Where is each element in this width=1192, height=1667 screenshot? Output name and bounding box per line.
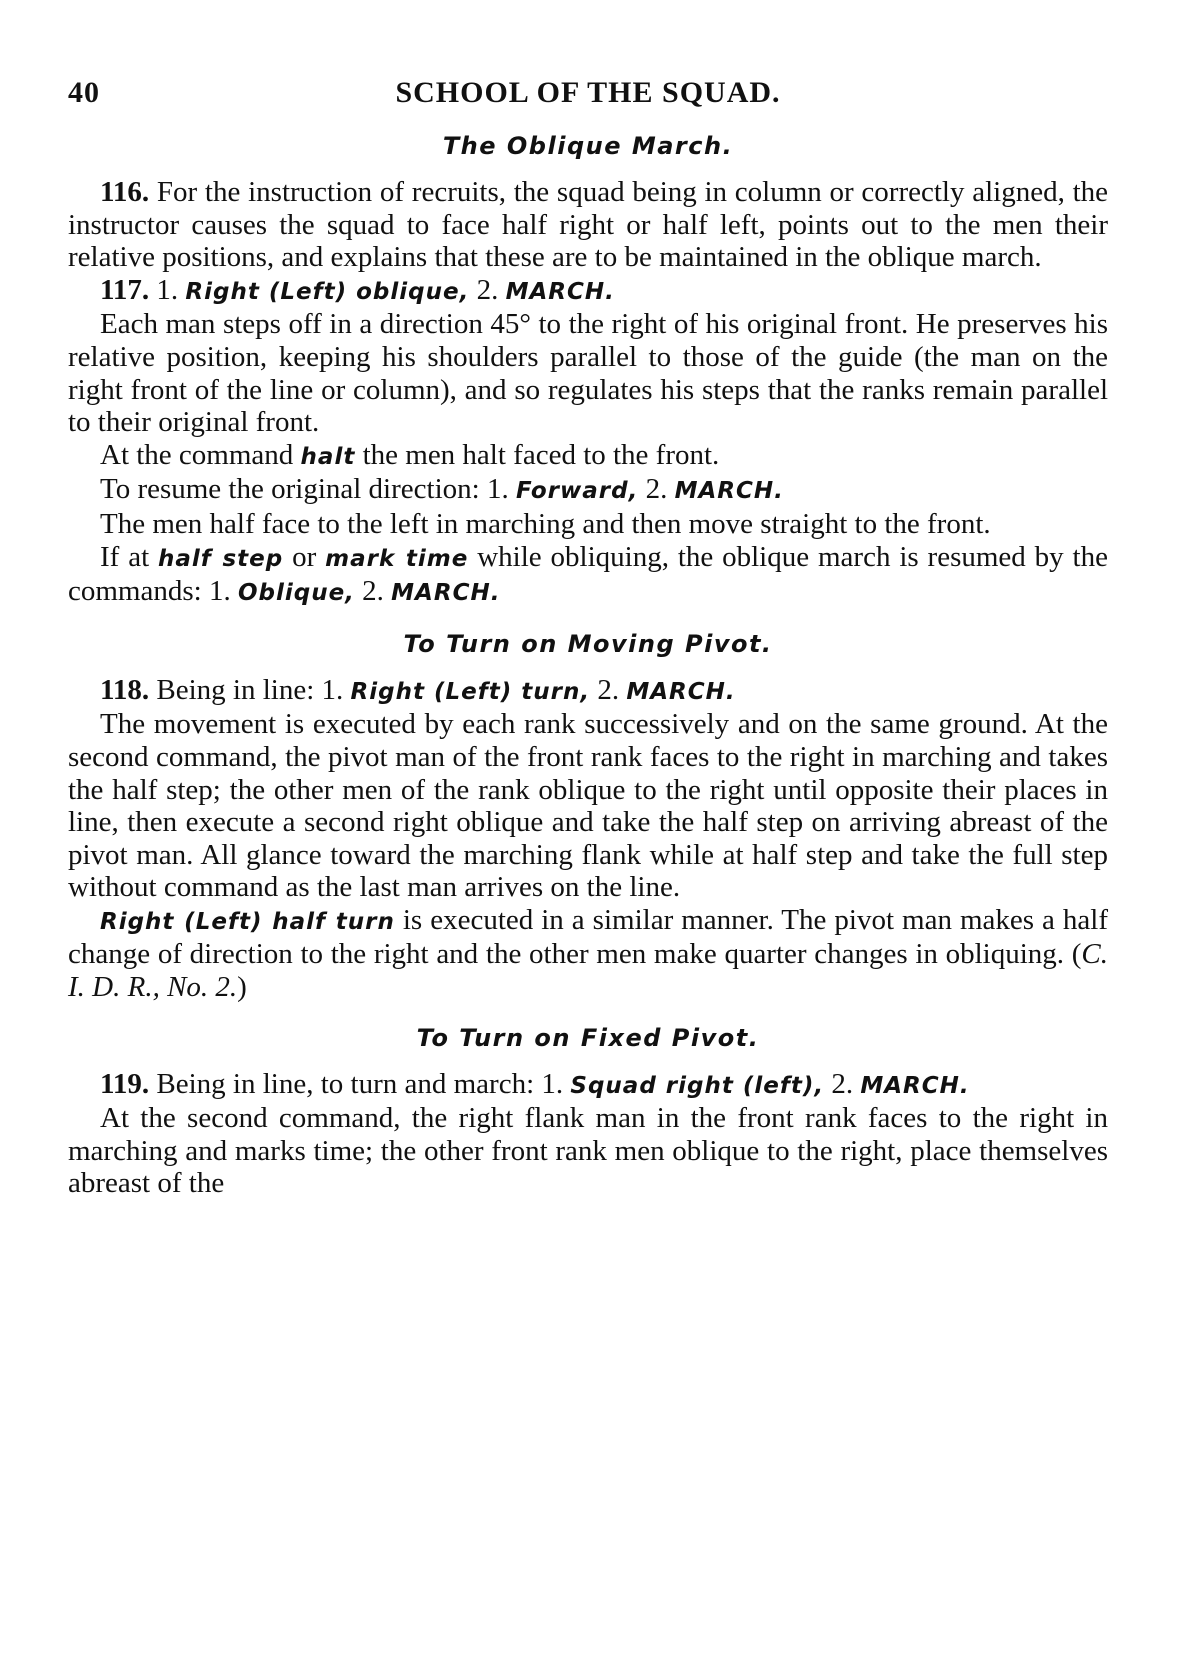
running-title: SCHOOL OF THE SQUAD. <box>395 76 781 109</box>
command-text: Right (Left) oblique, <box>185 278 470 305</box>
paragraph-text: ) <box>237 971 247 1004</box>
paragraph-halt <box>68 439 1108 474</box>
paragraph-text: At the command <box>100 438 301 471</box>
command-text: MARCH. <box>860 1072 970 1099</box>
paragraph-119 <box>68 1068 1108 1103</box>
command-text: mark time <box>325 545 469 572</box>
paragraph-text: 2. <box>354 575 392 608</box>
paragraph-half-turn <box>68 904 1108 1004</box>
command-text: MARCH. <box>391 580 501 607</box>
command-text: Squad right (left), <box>570 1072 825 1099</box>
reference-citation: C. I. D. R., No. 2. <box>68 938 1108 1004</box>
command-text: Right (Left) half turn <box>100 908 395 935</box>
paragraph-text: 2. <box>590 673 627 706</box>
paragraph-number: 116. <box>100 176 150 208</box>
paragraph-number: 118. <box>100 673 150 706</box>
paragraph-text: 2. <box>638 473 675 506</box>
command-text: Right (Left) turn, <box>350 678 591 705</box>
paragraph-119-body: At the second command, the right flank man in the front rank faces to the right in marching and marks time; the other front rank men oblique to the right, place themselves abreast of the <box>68 1102 1108 1200</box>
running-head <box>68 68 1108 112</box>
paragraph-text: while obliquing, the oblique march is resumed by the commands: 1. <box>68 540 1108 608</box>
command-text: MARCH. <box>505 278 615 305</box>
paragraph-text: the men halt faced to the front. <box>355 438 720 471</box>
paragraph-half-face: The men half face to the left in marching and then move straight to the front. <box>100 507 991 540</box>
command-text: half step <box>158 545 284 572</box>
page-number: 40 <box>68 76 100 109</box>
paragraph-118-body: The movement is executed by each rank successively and on the same ground. At the second command, the pivot man of the front rank faces to the right in marching and takes the half step; the other men of the rank oblique to the right until opposite their places in line, then execute a second right oblique and take the half step on arriving abreast of the pivot man. All glance toward the marching flank while at half step and take the full step without command as the last man arrives on the line. <box>68 708 1108 904</box>
section-title-moving-pivot: To Turn on Moving Pivot. <box>403 629 773 658</box>
paragraph-number: 117. <box>100 273 150 306</box>
paragraph-resume <box>68 473 1108 508</box>
paragraph-text: or <box>283 540 326 573</box>
paragraph-text: Being in line, to turn and march: 1. <box>149 1067 571 1100</box>
paragraph-text: 2. <box>469 273 506 306</box>
paragraph-118 <box>68 674 1108 709</box>
command-text: MARCH. <box>626 678 736 705</box>
command-text: Forward, <box>515 478 639 505</box>
paragraph-text: 2. <box>824 1067 861 1100</box>
command-text: Oblique, <box>237 580 355 607</box>
section-title-oblique-march: The Oblique March. <box>442 132 734 160</box>
paragraph-number: 119. <box>100 1067 150 1100</box>
paragraph-text: 1. <box>149 273 186 306</box>
paragraph-half-step <box>68 541 1108 610</box>
command-text: halt <box>300 443 356 470</box>
paragraph-117 <box>68 274 1108 309</box>
paragraph-text: If at <box>100 540 159 573</box>
paragraph-text: For the instruction of recruits, the squad being in column or correctly aligned, the instructor causes the squad to face half right or half left, points out to the men their relative positions, and explains that these are to be maintained in the oblique march. <box>68 176 1108 274</box>
paragraph-117-body: Each man steps off in a direction 45° to the right of his original front. He preserves his relative position, keeping his shoulders parallel to those of the guide (the man on the right front of the line or column), and so regulates his steps that the ranks remain parallel to their original front. <box>68 308 1108 439</box>
paragraph-text: Being in line: 1. <box>149 673 351 706</box>
paragraph-text: is executed in a similar manner. The pivot man makes a half change of direction to the right and the other men make quarter changes in obliquing. ( <box>68 903 1108 971</box>
command-text: MARCH. <box>674 478 784 505</box>
paragraph-116 <box>68 176 1108 274</box>
paragraph-text: To resume the original direction: 1. <box>100 473 516 506</box>
section-title-fixed-pivot: To Turn on Fixed Pivot. <box>416 1023 760 1052</box>
